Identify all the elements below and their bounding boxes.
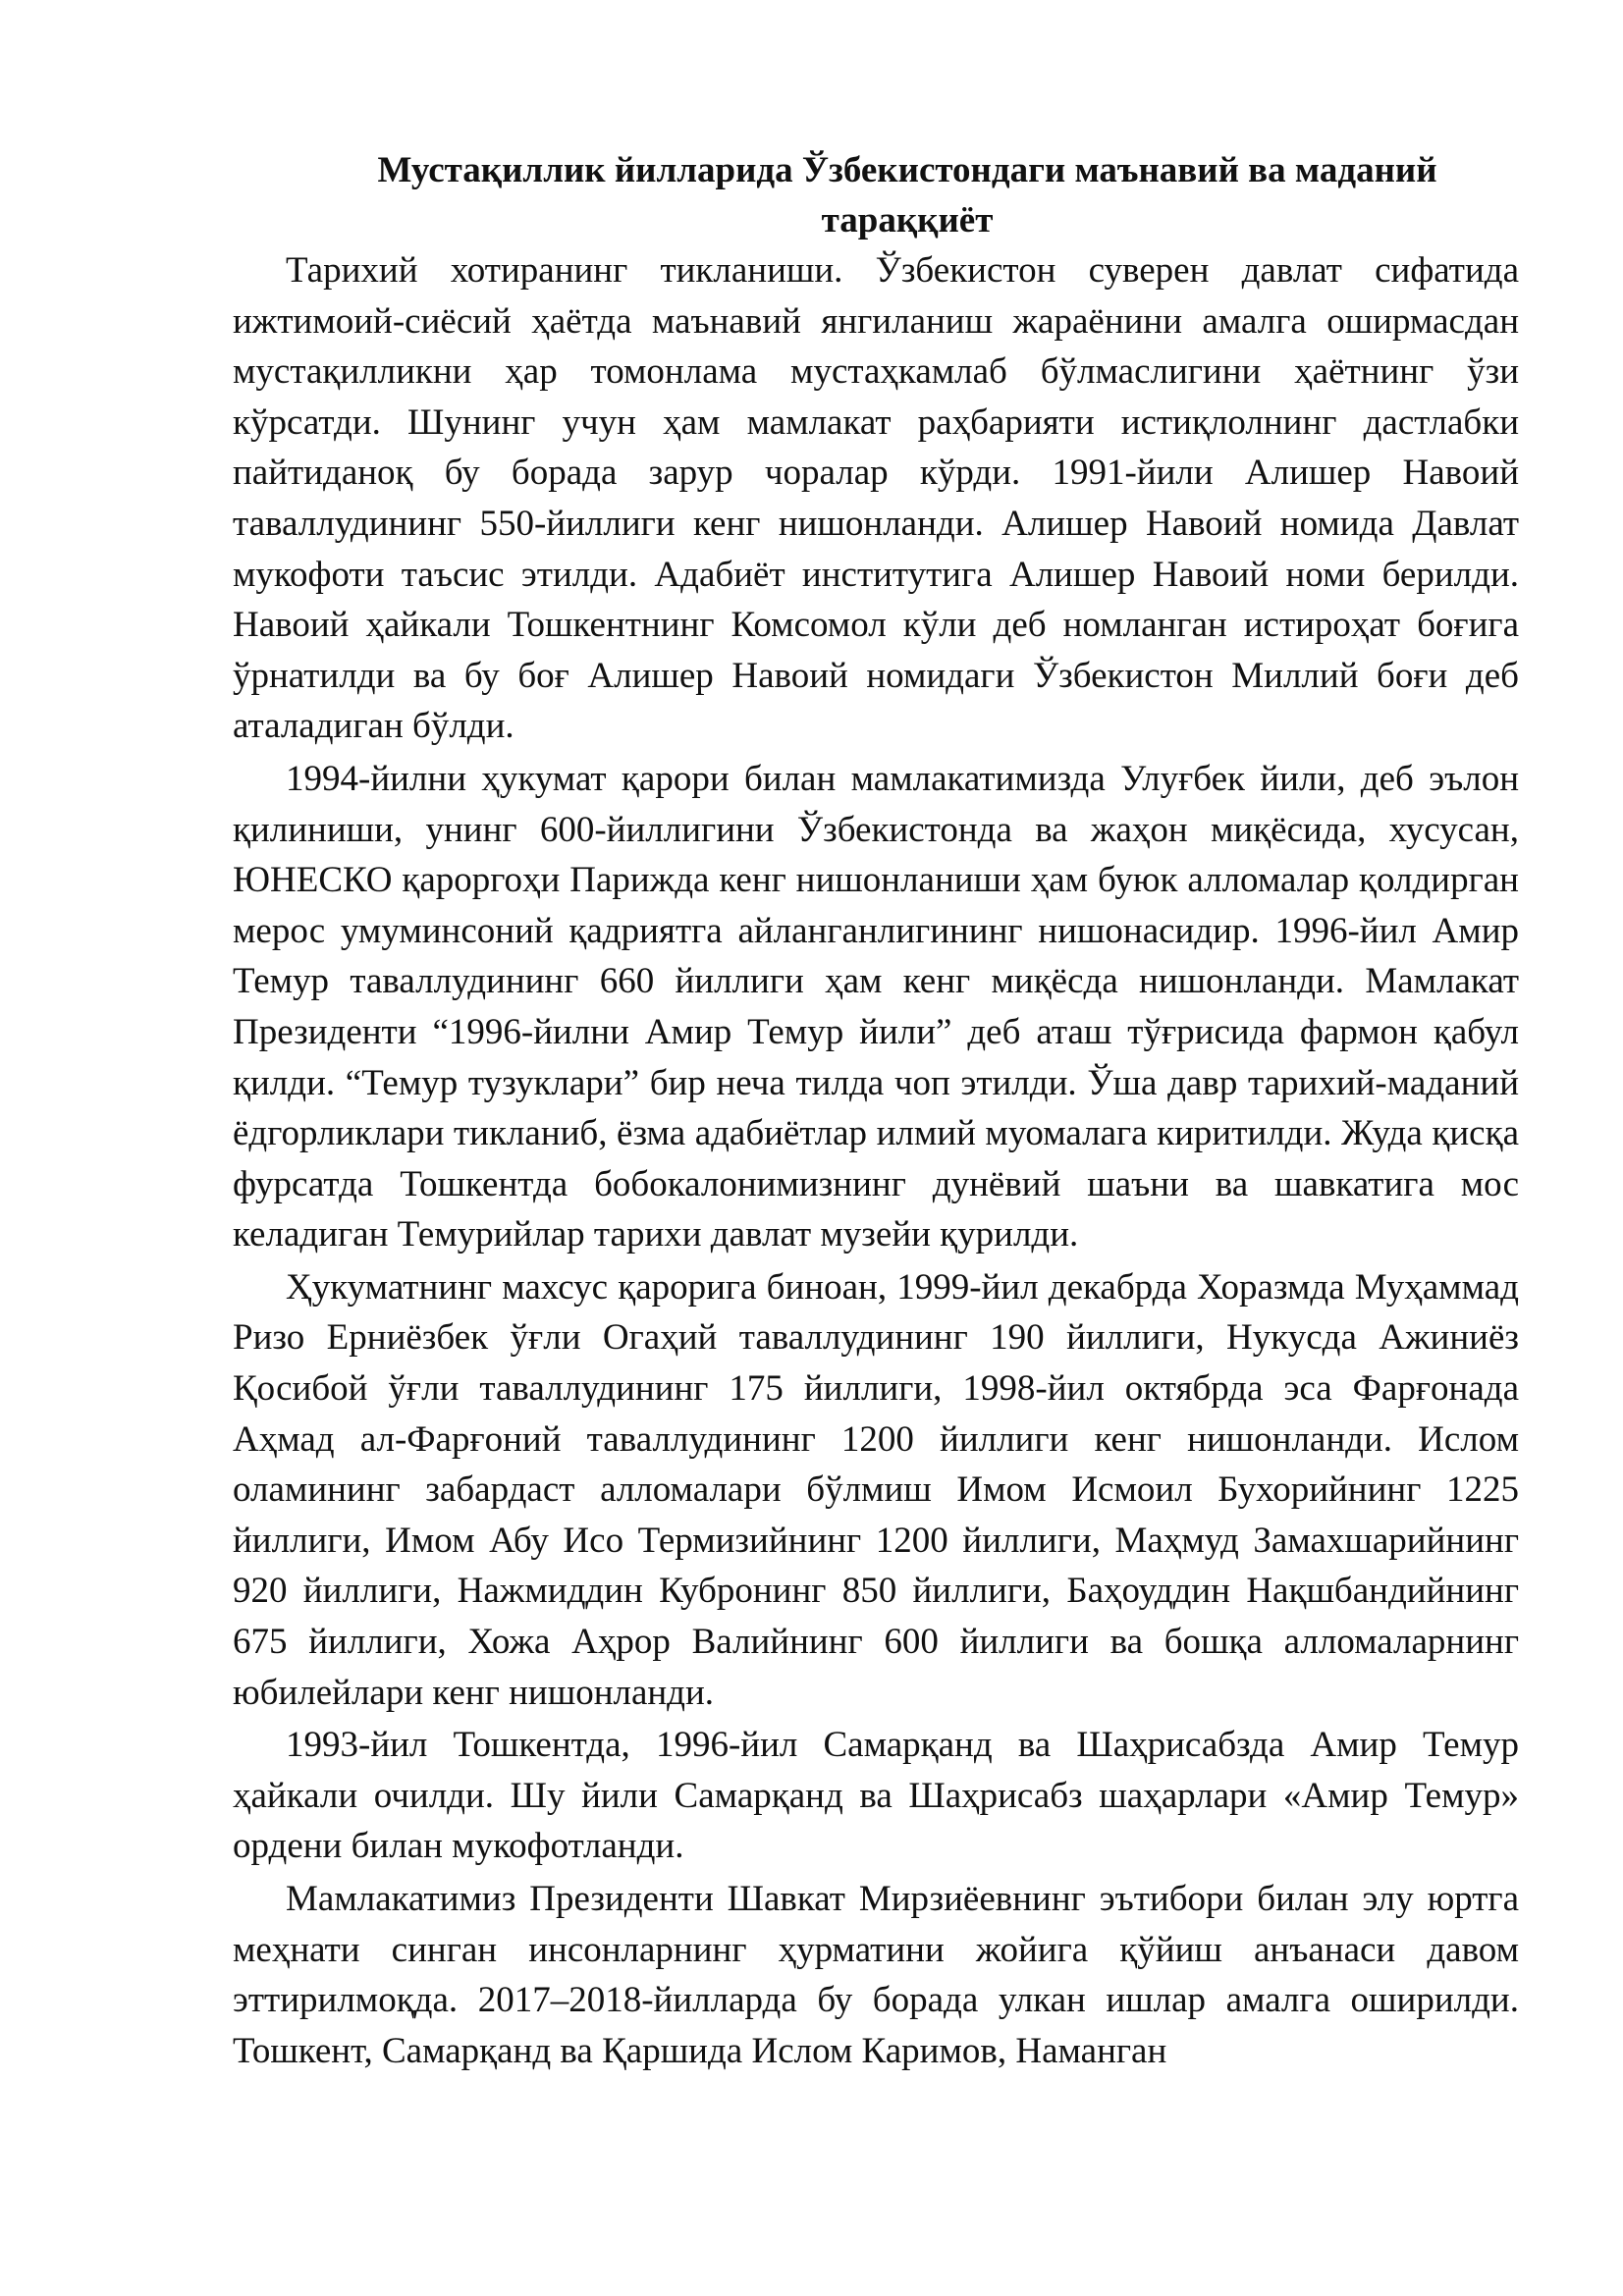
- document-page: [233, 145, 1519, 2076]
- paragraph-amir-temur-monuments: 1993-йил Тошкентда, 1996-йил Самарқанд ва Шаҳрисабзда Амир Темур ҳайкали очилди. Шу йили Самарқанд ва Шаҳрисабз шаҳарлари «Амир Темур» ордени билан мукофотланди.: [233, 1725, 1519, 1867]
- paragraph-anniversaries: Ҳукуматнинг махсус қарорига биноан, 1999-йил декабрда Хоразмда Муҳаммад Ризо Ерниёзбек ўғли Огаҳий таваллудининг 190 йиллиги, Нукусда Ажиниёз Қосибой ўғли таваллудининг 175 йиллиги, 1998-йил октябрда эса Фарғонада Аҳмад ал-Фарғоний таваллудининг 1200 йиллиги кенг нишонланди. Ислом оламининг забардаст алломалари бўлмиш Имом Исмоил Бухорийнинг 1225 йиллиги, Имом Абу Исо Термизийнинг 1200 йиллиги, Маҳмуд Замахшарийнинг 920 йиллиги, Нажмиддин Кубронинг 850 йиллиги, Баҳоуддин Нақшбандийнинг 675 йиллиги, Хожа Аҳрор Валийнинг 600 йиллиги ва бошқа алломаларнинг юбилейлари кенг нишонланди.: [233, 1266, 1519, 1713]
- paragraph-historical-memory: Тарихий хотиранинг тикланиши. Ўзбекистон суверен давлат сифатида ижтимоий-сиёсий ҳаётда маънавий янгиланиш жараёнини амалга оширмасдан мустақилликни ҳар томонлама мустаҳкамлаб бўлмаслигини ҳаётнинг ўзи кўрсатди. Шунинг учун ҳам мамлакат раҳбарияти истиқлолнинг дастлабки пайтиданоқ бу борада зарур чоралар кўрди. 1991-йили Алишер Навоий таваллудининг 550-йиллиги кенг нишонланди. Алишер Навоий номида Давлат мукофоти таъсис этилди. Адабиёт институтига Алишер Навоий номи берилди. Навоий ҳайкали Тошкентнинг Комсомол кўли деб номланган истироҳат боғига ўрнатилди ва бу боғ Алишер Навоий номидаги Ўзбекистон Миллий боғи деб аталадиган бўлди.: [233, 250, 1519, 747]
- paragraph-president-tradition: Мамлакатимиз Президенти Шавкат Мирзиёевнинг эътибори билан элу юртга меҳнати синган инсонларнинг ҳурматини жойига қўйиш анъанаси давом эттирилмоқда. 2017–2018-йилларда бу борада улкан ишлар амалга оширилди. Тошкент, Самарқанд ва Қаршида Ислом Каримов, Наманган: [233, 1879, 1519, 2071]
- paragraph-ulugbek-year: 1994-йилни ҳукумат қарори билан мамлакатимизда Улуғбек йили, деб эълон қилиниши, унинг 600-йиллигини Ўзбекистонда ва жаҳон миқёсида, хусусан, ЮНЕСКО қароргоҳи Парижда кенг нишонланиши ҳам буюк алломалар қолдирган мерос умуминсоний қадриятга айланганлигининг нишонасидир. 1996-йил Амир Темур таваллудининг 660 йиллиги ҳам кенг миқёсда нишонланди. Мамлакат Президенти “1996-йилни Амир Темур йили” деб аташ тўғрисида фармон қабул қилди. “Темур тузуклари” бир неча тилда чоп этилди. Ўша давр тарихий-маданий ёдгорликлари тикланиб, ёзма адабиётлар илмий муомалага киритилди. Жуда қисқа фурсатда Тошкентда бобокалонимизнинг дунёвий шаъни ва шавкатига мос келадиган Темурийлар тарихи давлат музейи қурилди.: [233, 758, 1519, 1255]
- document-title: Мустақиллик йилларида Ўзбекистондаги маънавий ва маданий тараққиёт: [377, 150, 1437, 240]
